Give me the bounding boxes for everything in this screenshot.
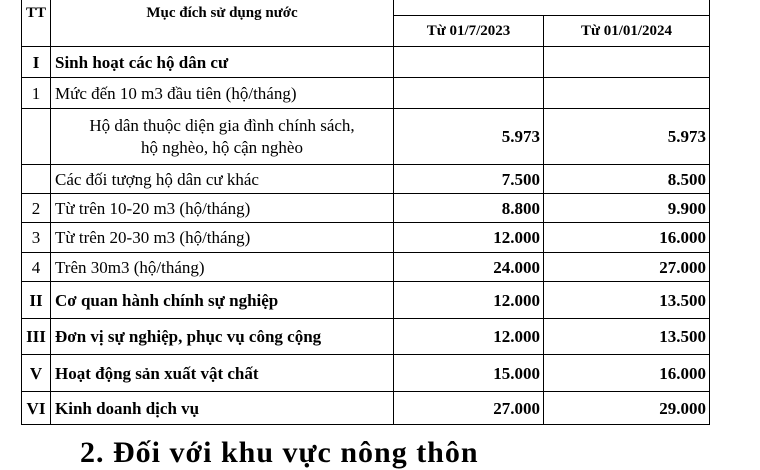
row-description: Đơn vị sự nghiệp, phục vụ công cộng bbox=[51, 319, 394, 355]
price-2024: 27.000 bbox=[544, 253, 710, 282]
price-2024: 16.000 bbox=[544, 355, 710, 392]
row-stt bbox=[22, 109, 51, 165]
price-2023: 5.973 bbox=[394, 109, 544, 165]
row-stt: V bbox=[22, 355, 51, 392]
table-row bbox=[22, 47, 710, 78]
price-2024: 29.000 bbox=[544, 392, 710, 425]
table-row bbox=[22, 282, 710, 319]
row-description bbox=[51, 109, 394, 165]
table-row bbox=[22, 319, 710, 355]
table-row bbox=[22, 165, 710, 194]
price-2024: 13.500 bbox=[544, 282, 710, 319]
table-row bbox=[22, 78, 710, 109]
row-description-line2: hộ nghèo, hộ cận nghèo bbox=[141, 137, 303, 157]
price-2023: 15.000 bbox=[394, 355, 544, 392]
row-stt: III bbox=[22, 319, 51, 355]
row-stt: 2 bbox=[22, 194, 51, 223]
price-2024: 16.000 bbox=[544, 223, 710, 253]
price-2023: 12.000 bbox=[394, 282, 544, 319]
row-description-line1: Hộ dân thuộc diện gia đình chính sách, bbox=[89, 115, 355, 135]
price-2023: 7.500 bbox=[394, 165, 544, 194]
row-stt: 1 bbox=[22, 78, 51, 109]
row-description: Từ trên 20-30 m3 (hộ/tháng) bbox=[51, 223, 394, 253]
water-price-table bbox=[21, 0, 710, 425]
row-stt bbox=[22, 165, 51, 194]
table-row bbox=[22, 253, 710, 282]
header-description: Mục đích sử dụng nước bbox=[51, 0, 394, 47]
table-row bbox=[22, 223, 710, 253]
header-stt: TT bbox=[22, 0, 51, 47]
section-heading-below: 2. Đối với khu vực nông thôn bbox=[80, 436, 479, 469]
price-2023 bbox=[394, 78, 544, 109]
price-2023: 27.000 bbox=[394, 392, 544, 425]
price-2023: 12.000 bbox=[394, 319, 544, 355]
row-description: Từ trên 10-20 m3 (hộ/tháng) bbox=[51, 194, 394, 223]
table-row bbox=[22, 392, 710, 425]
table-row bbox=[22, 194, 710, 223]
price-2024 bbox=[544, 47, 710, 78]
row-stt: I bbox=[22, 47, 51, 78]
price-2023: 24.000 bbox=[394, 253, 544, 282]
row-description: Các đối tượng hộ dân cư khác bbox=[51, 165, 394, 194]
price-2024 bbox=[544, 78, 710, 109]
row-stt: 4 bbox=[22, 253, 51, 282]
price-2024: 5.973 bbox=[544, 109, 710, 165]
row-description: Cơ quan hành chính sự nghiệp bbox=[51, 282, 394, 319]
row-description: Hoạt động sản xuất vật chất bbox=[51, 355, 394, 392]
header-date-2023: Từ 01/7/2023 bbox=[394, 16, 544, 47]
row-stt: VI bbox=[22, 392, 51, 425]
table-row bbox=[22, 109, 710, 165]
row-stt: II bbox=[22, 282, 51, 319]
row-stt: 3 bbox=[22, 223, 51, 253]
price-2024: 8.500 bbox=[544, 165, 710, 194]
row-description: Trên 30m3 (hộ/tháng) bbox=[51, 253, 394, 282]
header-row-top bbox=[22, 0, 710, 16]
row-description: Kinh doanh dịch vụ bbox=[51, 392, 394, 425]
header-price-group bbox=[394, 0, 710, 16]
price-2023 bbox=[394, 47, 544, 78]
row-description: Mức đến 10 m3 đầu tiên (hộ/tháng) bbox=[51, 78, 394, 109]
row-description: Sinh hoạt các hộ dân cư bbox=[51, 47, 394, 78]
price-2024: 9.900 bbox=[544, 194, 710, 223]
price-2023: 8.800 bbox=[394, 194, 544, 223]
table-row bbox=[22, 355, 710, 392]
price-2024: 13.500 bbox=[544, 319, 710, 355]
header-date-2024: Từ 01/01/2024 bbox=[544, 16, 710, 47]
price-2023: 12.000 bbox=[394, 223, 544, 253]
